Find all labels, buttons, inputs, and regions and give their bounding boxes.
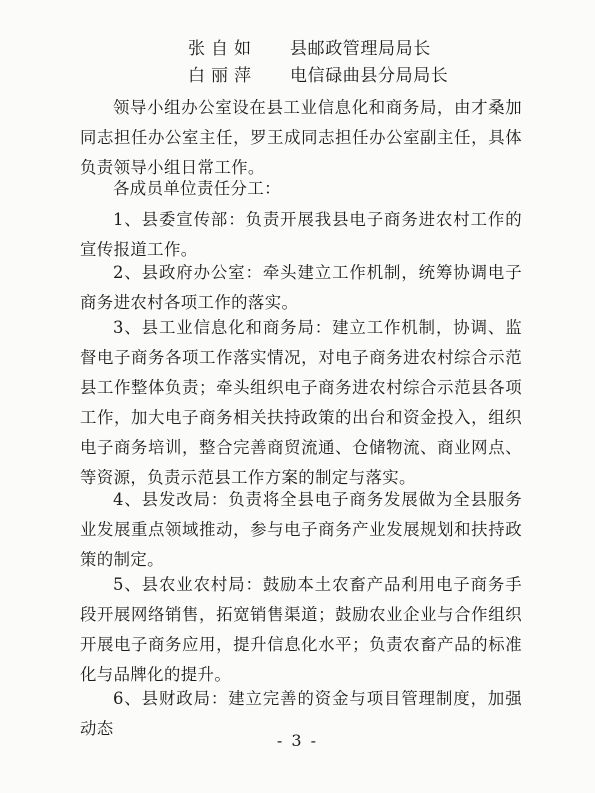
paragraph-government-office: 2、县政府办公室：牵头建立工作机制，统筹协调电子商务进农村各项工作的落实。 [80, 263, 522, 312]
paragraph-agriculture-bureau: 5、县农业农村局：鼓励本土农畜产品利用电子商务手段开展网络销售，拓宽销售渠道；鼓励农业企业与合作组织开展电子商务应用，提升信息化水平；负责农畜产品的标准化与品牌化的提升。 [80, 575, 522, 684]
paragraph-finance-bureau: 6、县财政局：建立完善的资金与项目管理制度，加强动态 [80, 689, 522, 738]
paragraph-commerce-bureau: 3、县工业信息化和商务局：建立工作机制，协调、监督电子商务各项工作落实情况，对电子商务进农村综合示范县工作整体负责；牵头组织电子商务进农村综合示范县各项工作，加大电子商务相关扶持政策的出台和资金投入，组织电子商务培训，整合完善商贸流通、仓储物流、商业网点、等资源，负责示范县工作方案的制定与落实。 [80, 318, 522, 487]
member-name: 张自如 [188, 39, 257, 59]
member-row [0, 36, 595, 62]
member-name: 白丽萍 [188, 66, 257, 86]
paragraph-development-bureau: 4、县发改局：负责将全县电子商务发展做为全县服务业发展重点领域推动，参与电子商务产业发展规划和扶持政策的制定。 [80, 490, 522, 569]
paragraph-duties-intro: 各成员单位责任分工： [113, 179, 281, 198]
page-number: - 3 - [276, 731, 319, 750]
member-title: 县邮政管理局局长 [290, 39, 431, 59]
paragraph-propaganda-dept: 1、县委宣传部：负责开展我县电子商务进农村工作的宣传报道工作。 [80, 210, 522, 259]
member-title: 电信碌曲县分局局长 [290, 66, 449, 86]
member-row [0, 63, 595, 89]
paragraph-office: 领导小组办公室设在县工业信息化和商务局，由才桑加同志担任办公室主任，罗王成同志担任办公室副主任，具体负责领导小组日常工作。 [80, 98, 522, 177]
